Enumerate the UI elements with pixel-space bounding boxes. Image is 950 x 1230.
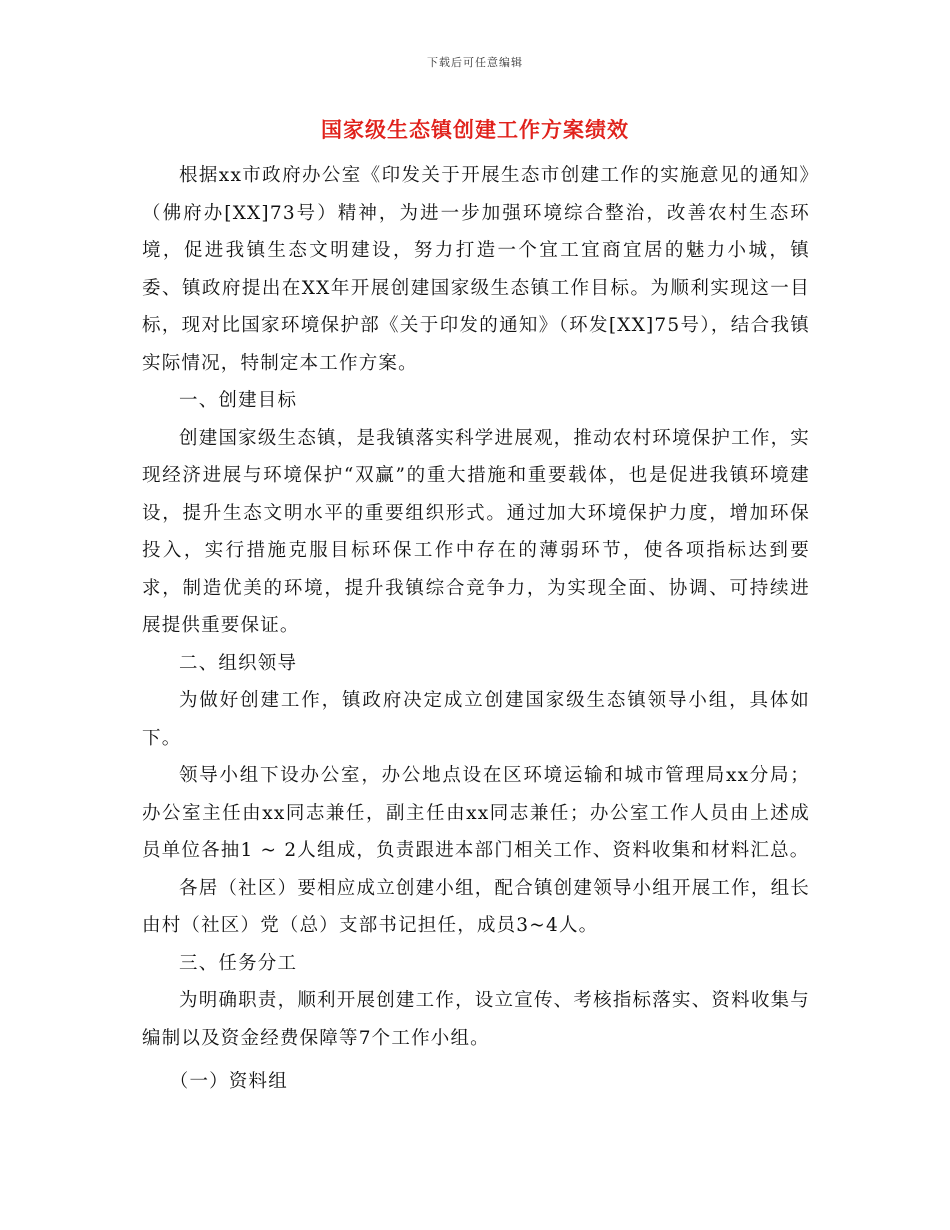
paragraph-office: 领导小组下设办公室，办公地点设在区环境运输和城市管理局xx分局；办公室主任由xx同志兼任，副主任由xx同志兼任；办公室工作人员由上述成员单位各抽1 ~ 2人组成，负责跟进本部门相关工作、资料收集和材料汇总。 (142, 765, 810, 861)
section-heading-goals: 一、创建目标 (179, 390, 298, 411)
paragraph-community-groups: 各居（社区）要相应成立创建小组，配合镇创建领导小组开展工作，组长由村（社区）党（总）支部书记担任，成员3~4人。 (142, 877, 810, 936)
paragraph-goals: 创建国家级生态镇，是我镇落实科学进展观，推动农村环境保护工作，实现经济进展与环境保护“双赢”的重大措施和重要载体，也是促进我镇环境建设，提升生态文明水平的重要组织形式。通过加大环境保护力度，增加环保投入，实行措施克服目标环保工作中存在的薄弱环节，使各项指标达到要求，制造优美的环境，提升我镇综合竞争力，为实现全面、协调、可持续进展提供重要保证。 (142, 427, 810, 636)
paragraph-intro: 根据xx市政府办公室《印发关于开展生态市创建工作的实施意见的通知》（佛府办[XX]73号）精神，为进一步加强环境综合整治，改善农村生态环境，促进我镇生态文明建设，努力打造一个宜工宜商宜居的魅力小城，镇委、镇政府提出在XX年开展创建国家级生态镇工作目标。为顺利实现这一目标，现对比国家环境保护部《关于印发的通知》（环发[XX]75号），结合我镇实际情况，特制定本工作方案。 (142, 165, 810, 374)
subsection-heading-materials: （一）资料组 (169, 1071, 288, 1092)
document-body (142, 157, 810, 1101)
document-title: 国家级生态镇创建工作方案绩效 (321, 117, 629, 142)
header-note: 下载后可任意编辑 (427, 56, 523, 69)
paragraph-tasks: 为明确职责，顺利开展创建工作，设立宣传、考核指标落实、资料收集与编制以及资金经费保障等7个工作小组。 (142, 990, 810, 1049)
paragraph-leadership: 为做好创建工作，镇政府决定成立创建国家级生态镇领导小组，具体如下。 (142, 690, 810, 749)
section-heading-leadership: 二、组织领导 (179, 652, 298, 674)
section-heading-tasks: 三、任务分工 (179, 952, 298, 974)
